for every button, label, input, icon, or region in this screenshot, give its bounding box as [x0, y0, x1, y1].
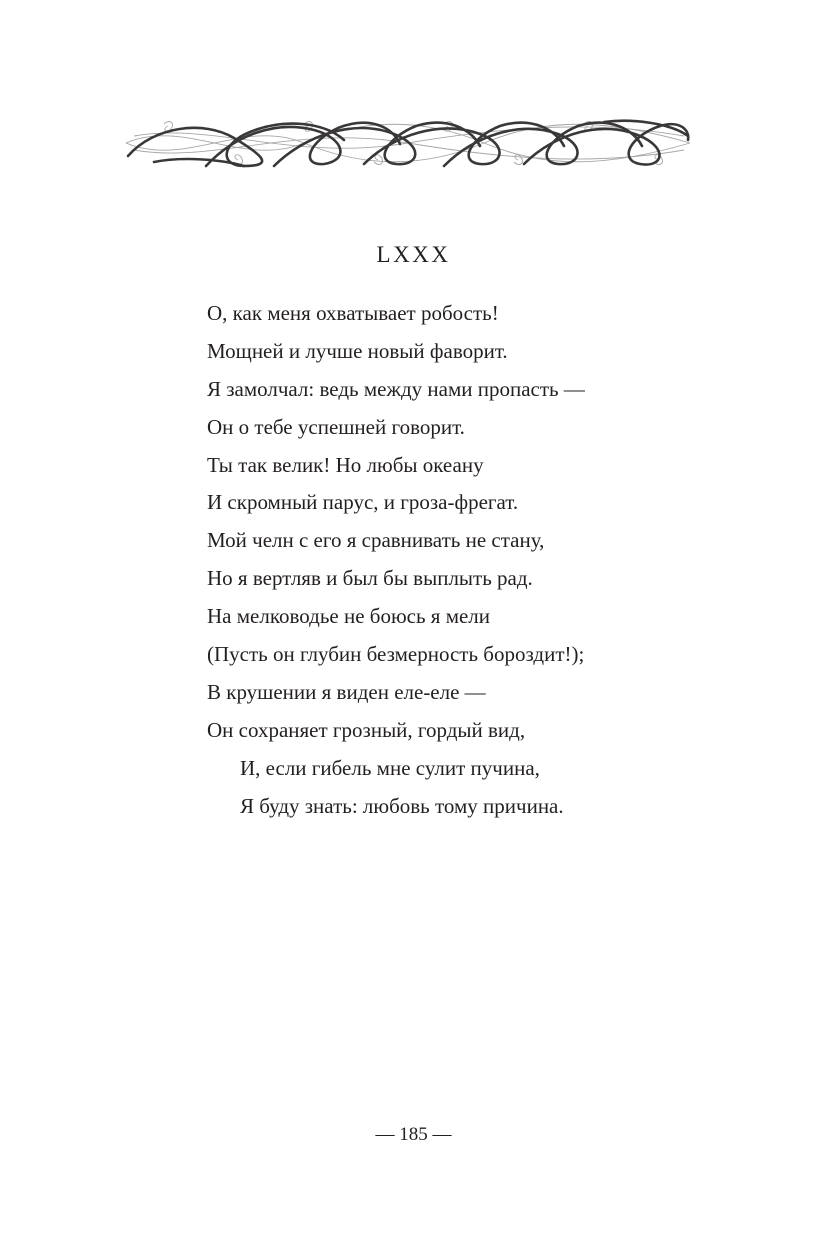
poem-line: И скромный парус, и гроза-фрегат. — [207, 490, 519, 515]
page-number: — 185 — — [375, 1124, 452, 1145]
poem-line: Но я вертляв и был бы выплыть рад. — [207, 566, 533, 591]
poem-line: Он сохраняет грозный, гордый вид, — [207, 717, 526, 742]
poem-line: Я замолчал: ведь между нами пропасть — — [207, 376, 585, 401]
scroll-flourish-ornament-icon — [124, 116, 692, 170]
poem-line: Он о тебе успешней говорит. — [207, 414, 465, 439]
sonnet-stanza — [207, 295, 767, 825]
poem-line: (Пусть он глубин безмерность бороздит!); — [207, 642, 585, 667]
poem-line: Мой челн с его я сравнивать не стану, — [207, 528, 545, 553]
poem-line: Ты так велик! Но любы океану — [207, 452, 484, 477]
couplet-line: И, если гибель мне сулит пучина, — [240, 755, 540, 780]
poem-line: Мощней и лучше новый фаворит. — [207, 338, 508, 363]
poem-line: О, как меня охватывает робость! — [207, 301, 499, 325]
sonnet-number-heading: LXXX — [376, 242, 451, 267]
poem-line: В крушении я виден еле-еле — — [207, 679, 486, 704]
poem-line: На мелководье не боюсь я мели — [207, 604, 491, 629]
couplet-line: Я буду знать: любовь тому причина. — [240, 793, 564, 818]
